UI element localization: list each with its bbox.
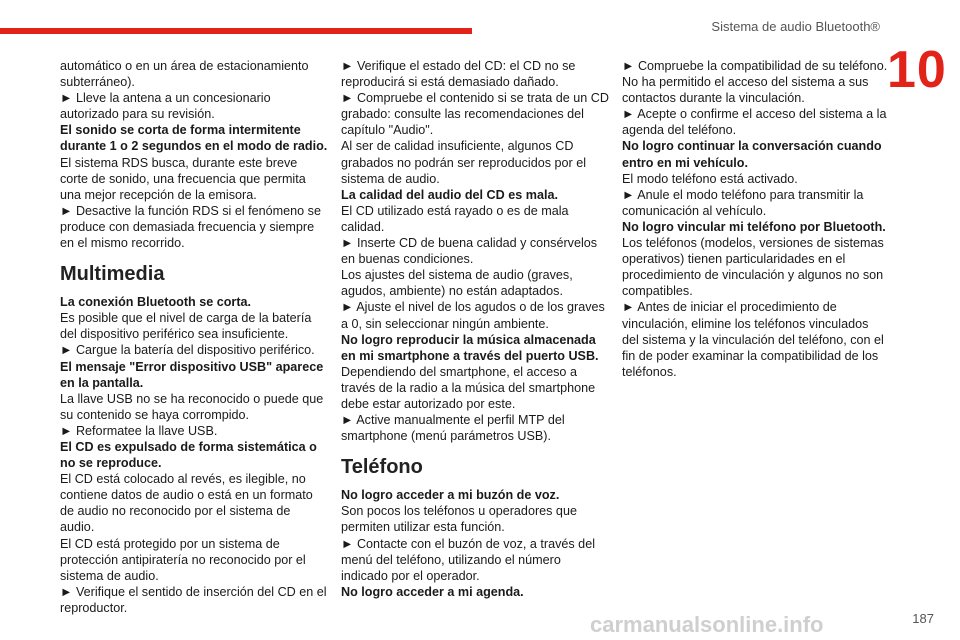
paragraph: ► Active manualmente el perfil MTP del smartphone (menú parámetros USB). [341, 413, 565, 444]
paragraph: ► Desactive la función RDS si el fenómeno se produce con demasiada frecuencia y siempre en el mismo recorrido. [60, 203, 321, 251]
paragraph: ► Verifique el sentido de inserción del CD en el reproductor. [60, 584, 327, 615]
paragraph: Es posible que el nivel de carga de la batería del dispositivo periférico sea insuficiente. [60, 311, 312, 342]
problem-heading: No logro acceder a mi buzón de voz. [341, 488, 560, 503]
paragraph: El sistema RDS busca, durante este breve corte de sonido, una frecuencia que permita una mejor recepción de la emisora. [60, 155, 306, 202]
paragraph: La llave USB no se ha reconocido o puede que su contenido se haya corrompido. [60, 391, 324, 422]
chapter-number: 10 [887, 41, 947, 99]
problem-heading: El mensaje "Error dispositivo USB" aparece en la pantalla. [60, 359, 324, 390]
paragraph: El CD utilizado está rayado o es de mala calidad. [341, 203, 569, 234]
paragraph: ► Verifique el estado del CD: el CD no se reproducirá si está demasiado dañado. [341, 59, 576, 90]
problem-heading: El CD es expulsado de forma sistemática o no se reproduce. [60, 439, 317, 471]
problem-heading: La calidad del audio del CD es mala. [341, 187, 558, 202]
header-accent-bar [0, 28, 472, 34]
problem-heading: El sonido se corta de forma intermitente durante 1 o 2 segundos en el modo de radio. [60, 123, 328, 154]
paragraph: ► Inserte CD de buena calidad y consérvelos en buenas condiciones. [341, 236, 598, 267]
text-column-2 [341, 58, 609, 600]
page-number: 187 [912, 611, 934, 626]
problem-heading: La conexión Bluetooth se corta. [60, 295, 252, 310]
paragraph: El modo teléfono está activado. [622, 171, 798, 186]
text-column-1 [60, 58, 328, 616]
section-heading: Teléfono [341, 456, 423, 479]
text-column-3 [622, 58, 888, 380]
paragraph: ► Contacte con el buzón de voz, a través del menú del teléfono, utilizando el número indicado por el operador. [341, 536, 595, 583]
section-title: Sistema de audio Bluetooth® [711, 19, 880, 34]
problem-heading: No logro reproducir la música almacenada en mi smartphone a través del puerto USB. [341, 332, 599, 363]
paragraph: ► Cargue la batería del dispositivo periférico. [60, 343, 315, 358]
paragraph: ► Antes de iniciar el procedimiento de vinculación, elimine los teléfonos vinculados del sistema y la vinculación del teléfono, con el fin de poder examinar la compatibilidad de los teléfonos. [622, 300, 884, 379]
paragraph: ► Lleve la antena a un concesionario autorizado para su revisión. [60, 91, 271, 122]
paragraph: automático o en un área de estacionamiento subterráneo). [60, 59, 309, 90]
paragraph: ► Compruebe el contenido si se trata de un CD grabado: consulte las recomendaciones del capítulo "Audio". [341, 91, 609, 138]
paragraph: ► Ajuste el nivel de los agudos o de los graves a 0, sin seleccionar ningún ambiente. [341, 300, 605, 331]
paragraph: ► Acepte o confirme el acceso del sistema a la agenda del teléfono. [622, 107, 887, 138]
paragraph: ► Reformatee la llave USB. [60, 423, 218, 438]
paragraph: Dependiendo del smartphone, el acceso a través de la radio a la música del smartphone debe estar autorizado por este. [341, 364, 596, 411]
paragraph: Los teléfonos (modelos, versiones de sistemas operativos) tienen particularidades en el procedimiento de vinculación y algunos no son compatibles. [622, 236, 884, 299]
paragraph: Los ajustes del sistema de audio (graves, agudos, ambiente) no están adaptados. [341, 268, 573, 299]
paragraph: ► Anule el modo teléfono para transmitir la comunicación al vehículo. [622, 187, 864, 218]
section-heading: Multimedia [60, 263, 165, 286]
paragraph: Al ser de calidad insuficiente, algunos CD grabados no podrán ser reproducidos por el sistema de audio. [341, 139, 587, 186]
problem-heading: No logro vincular mi teléfono por Bluetooth. [622, 219, 886, 234]
paragraph: Son pocos los teléfonos u operadores que permiten utilizar esta función. [341, 504, 577, 535]
paragraph: El CD está colocado al revés, es ilegible, no contiene datos de audio o está en un formato de audio no reconocido por el sistema de audio. [60, 472, 313, 535]
paragraph: ► Compruebe la compatibilidad de su teléfono. [622, 59, 888, 73]
problem-heading: No logro acceder a mi agenda. [341, 584, 524, 599]
paragraph: El CD está protegido por un sistema de protección antipiratería no reconocido por el sistema de audio. [60, 536, 306, 583]
paragraph: No ha permitido el acceso del sistema a sus contactos durante la vinculación. [622, 75, 869, 106]
problem-heading: No logro continuar la conversación cuando entro en mi vehículo. [622, 139, 882, 170]
watermark: carmanualsonline.info [590, 612, 824, 637]
